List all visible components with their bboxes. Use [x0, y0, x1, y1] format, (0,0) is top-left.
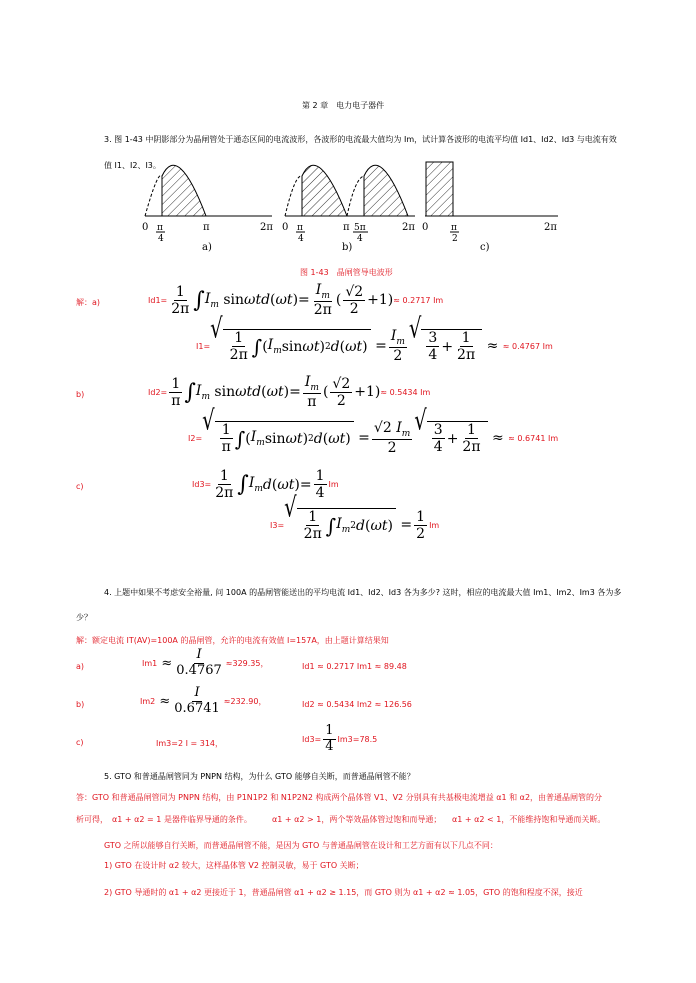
svg-text:π: π [451, 223, 457, 233]
q5-answer-line1: 答：GTO 和普通晶闸管同为 PNPN 结构，由 P1N1P2 和 N1P2N2 构成两个晶体管 V1、V2 分别具有共基极电流增益 α1 和 α2，由普通晶闸管的分 [76, 793, 603, 802]
q4-b-im: Im2 ≈ $\frac{I}{0.6741}$ ≈232.90， [140, 685, 267, 716]
solution-label-b: b) [76, 390, 85, 399]
equation-b-rms: I2= √ $\frac{1}{\pi}$ ∫ ( $I_m$ sin ωt ) 2 d ( ωt ) = $\frac{√2 I_m}{2}$ √ $\frac{3}{4}$ + $\frac{1}{2\pi}$ ≈ ≈ 0.6741 Im [188, 404, 559, 457]
question-4-line2: 少？ [76, 613, 92, 622]
svg-text:π: π [203, 222, 210, 233]
label-a-0: 0 [142, 222, 149, 233]
q4-label-a: a) [76, 662, 85, 671]
q5-answer-line2c: α1 + α2 > 1，两个等效晶体管过饱和而导通； [272, 815, 442, 824]
q5-paragraph-2: GTO 之所以能够自行关断，而普通晶闸管不能，是因为 GTO 与普通晶闸管在设计和工艺方面有以下几点不同： [104, 841, 498, 850]
waveform-figure [140, 150, 560, 260]
q4-b-id: Id2 ≈ 0.5434 Im2 ≈ 126.56 [302, 700, 412, 709]
svg-text:0: 0 [282, 222, 289, 233]
svg-text:b): b) [342, 242, 353, 253]
svg-text:4: 4 [158, 234, 164, 244]
q5-answer-line2b: α1 + α2 = 1 是器件临界导通的条件。 [112, 815, 252, 824]
q4-c-id: Id3= $\frac{1}{4}$ Im3=78.5 [302, 723, 378, 754]
solution-label-a: 解：a) [76, 298, 101, 307]
q5-answer-line2a: 析可得， [76, 815, 108, 824]
question-4-solution: 解：额定电流 IT(AV)=100A 的晶闸管，允许的电流有效值 I=157A，由上题计算结果知 [76, 636, 389, 645]
waveform-b [282, 165, 415, 253]
svg-text:2π: 2π [260, 222, 273, 233]
q5-point-1: 1) GTO 在设计时 α2 较大，这样晶体管 V2 控制灵敏，易于 GTO 关断； [104, 861, 364, 870]
svg-text:4: 4 [298, 234, 304, 244]
q4-c-im: Im3=2 I = 314， [156, 739, 223, 748]
chapter-header: 第 2 章 电力电子器件 [302, 101, 385, 110]
svg-text:4: 4 [357, 234, 363, 244]
svg-text:c): c) [480, 242, 490, 253]
q4-a-id: Id1 ≈ 0.2717 Im1 ≈ 89.48 [302, 662, 407, 671]
q5-answer-line2d: α1 + α2 < 1，不能维持饱和导通而关断。 [452, 815, 606, 824]
svg-text:π: π [297, 223, 303, 233]
svg-text:π: π [157, 223, 163, 233]
svg-text:2: 2 [452, 234, 458, 244]
q4-label-c: c) [76, 738, 84, 747]
equation-a-rms: I1= √ $\frac{1}{2\pi}$ ∫ ( $I_m$ sin ωt ) 2 d ( ωt ) = $\frac{I_m}{2}$ √ $\frac{3}{4}$ + $\frac{1}{2\pi}$ ≈ ≈ 0.4767 Im [196, 312, 553, 365]
q4-label-b: b) [76, 700, 85, 709]
equation-c-average: Id3= $\frac{1}{2\pi}$ ∫ $I_m$ d ( ωt )= $\frac{1}{4}$ Im [192, 468, 339, 502]
q5-point-2: 2) GTO 导通时的 α1 + α2 更接近于 1，普通晶闸管 α1 + α2 ≥ 1.15，而 GTO 则为 α1 + α2 ≈ 1.05，GTO 的饱和程度不深，接近 [104, 888, 583, 897]
waveform-a [142, 165, 273, 253]
waveform-c [422, 162, 558, 253]
svg-text:5π: 5π [354, 223, 366, 233]
label-a: a) [202, 242, 212, 253]
equation-a-average: Id1= $\frac{1}{2\pi}$ ∫ $I_m$ sin ωtd ( ωt )= $\frac{I_m}{2\pi}$ ( $\frac{√2}{2}$ +1) ≈ 0.2717 Im [148, 282, 444, 319]
question-4-line1: 4. 上题中如果不考虑安全裕量, 问 100A 的晶闸管能送出的平均电流 Id1、Id2、Id3 各为多少? 这时，相应的电流最大值 Im1、Im2、Im3 各为多 [104, 588, 622, 597]
question-5-text: 5. GTO 和普通晶闸管同为 PNPN 结构，为什么 GTO 能够自关断，而普通晶闸管不能？ [104, 772, 415, 781]
svg-text:2π: 2π [402, 222, 415, 233]
solution-label-c: c) [76, 482, 84, 491]
svg-text:π: π [343, 222, 350, 233]
equation-b-average: Id2= $\frac{1}{\pi}$ ∫ $I_m$ sin ωtd ( ωt )= $\frac{I_m}{\pi}$ ( $\frac{√2}{2}$ +1) ≈ 0.5434 Im [148, 374, 431, 411]
figure-caption: 图 1-43 晶闸管导电波形 [300, 268, 393, 277]
svg-text:0: 0 [422, 222, 429, 233]
question-3-text: 3. 图 1-43 中阴影部分为晶闸管处于通态区间的电流波形，各波形的电流最大值均为 Im，试计算各波形的电流平均值 Id1、Id2、Id3 与电流有效值 I1、I2、I3。 [104, 135, 617, 170]
svg-text:2π: 2π [544, 222, 557, 233]
q4-a-im: Im1 ≈ $\frac{I}{0.4767}$ ≈329.35， [142, 647, 269, 678]
equation-c-rms: I3= √ $\frac{1}{2\pi}$ ∫ $I_m$ 2 d ( ωt ) = $\frac{1}{2}$ Im [270, 491, 440, 543]
